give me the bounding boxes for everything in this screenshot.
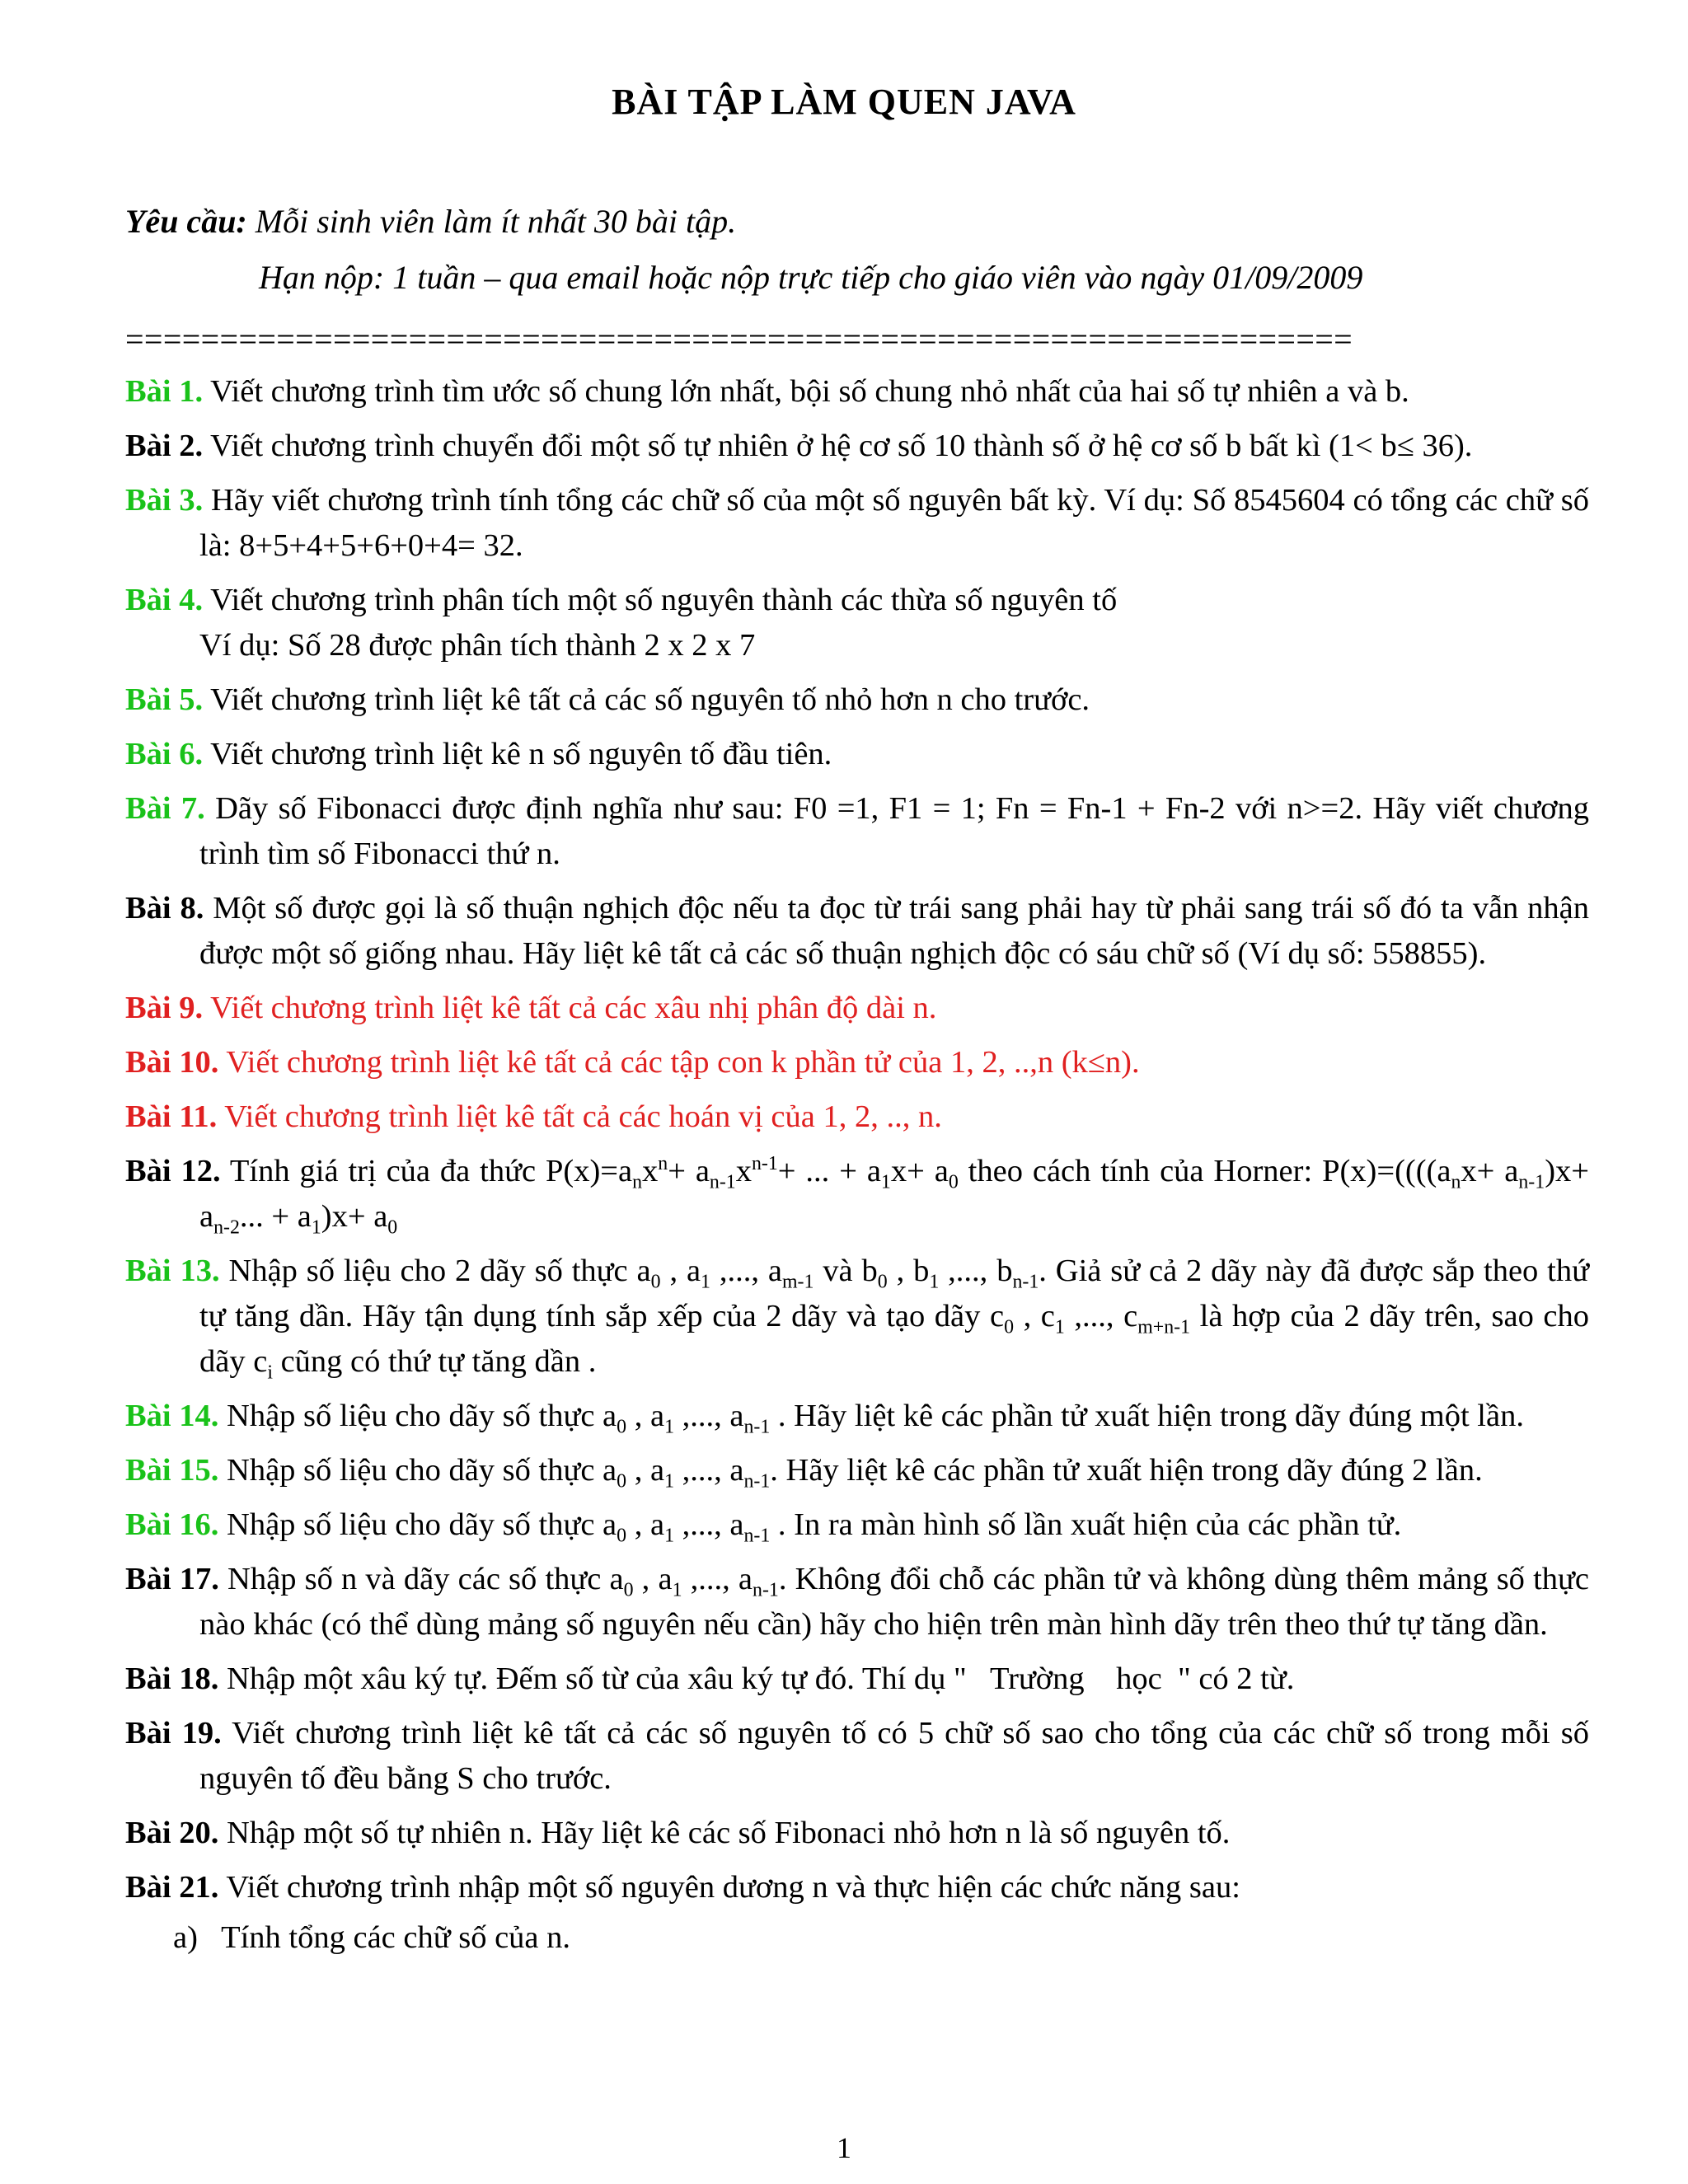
exercise-6: Bài 6. Viết chương trình liệt kê n số nguyên tố đầu tiên. xyxy=(125,737,832,771)
exercise-12: Bài 12. Tính giá trị của đa thức $P(x)=a_nx^n+ a_{n-1}x^{n-1}+$ ... + $a_1x+ a_0$ theo cách tính của Horner: $P(x)=((((a_nx+ a_{n-1})x+ a_{n-2}$... + $a_1)x+ a_0$ xyxy=(125,1153,1589,1239)
exercise-2: Bài 2. Viết chương trình chuyển đổi một số tự nhiên ở hệ cơ số 10 thành số ở hệ cơ số b bất kì (1< b≤ 36). xyxy=(125,429,1473,463)
exercise-21-item-a: a) Tính tổng các chữ số của n. xyxy=(173,1920,571,1955)
exercise-5: Bài 5. Viết chương trình liệt kê tất cả các số nguyên tố nhỏ hơn n cho trước. xyxy=(125,682,1090,717)
exercise-10: Bài 10. Viết chương trình liệt kê tất cả các tập con k phần tử của 1, 2, ..,n (k≤n). xyxy=(125,1045,1140,1080)
requirement-text: Mỗi sinh viên làm ít nhất 30 bài tập. xyxy=(246,203,737,240)
exercise-16: Bài 16. Nhập số liệu cho dãy số thực $a_0$ , $a_1$ ,..., $a_{n-1}$ . In ra màn hình số lần xuất hiện của các phần tử. xyxy=(125,1507,1402,1547)
exercise-14: Bài 14. Nhập số liệu cho dãy số thực $a_0$ , $a_1$ ,..., $a_{n-1}$ . Hãy liệt kê các phần tử xuất hiện trong dãy đúng một lần. xyxy=(125,1399,1524,1438)
page-number: 1 xyxy=(837,2131,851,2164)
exercise-7: Bài 7. Dãy số Fibonacci được định nghĩa như sau: F0 =1, F1 = 1; Fn = Fn-1 + Fn-2 với n>=2. Hãy viết chương trình tìm số Fibonacci thứ n. xyxy=(125,791,1589,871)
exercise-4-example: Ví dụ: Số 28 được phân tích thành 2 x 2 x 7 xyxy=(199,628,756,663)
exercise-21: Bài 21. Viết chương trình nhập một số nguyên dương n và thực hiện các chức năng sau: xyxy=(125,1870,1240,1905)
requirement-label: Yêu cầu: xyxy=(125,203,247,240)
exercise-3: Bài 3. Hãy viết chương trình tính tổng các chữ số của một số nguyên bất kỳ. Ví dụ: Số 8545604 có tổng các chữ số là: 8+5+4+5+6+0+4= 32. xyxy=(125,483,1589,563)
exercise-17: Bài 17. Nhập số n và dãy các số thực $a_0$ , $a_1$ ,..., $a_{n-1}$. Không đổi chỗ các phần tử và không dùng thêm mảng số thực nào khác (có thể dùng mảng số nguyên nếu cần) hãy cho hiện trên màn hình dãy trên theo thứ tự tăng dần. xyxy=(125,1562,1589,1642)
exercise-1: Bài 1. Viết chương trình tìm ước số chung lớn nhất, bội số chung nhỏ nhất của hai số tự nhiên a và b. xyxy=(125,374,1409,409)
exercise-4: Bài 4. Viết chương trình phân tích một số nguyên thành các thừa số nguyên tố xyxy=(125,583,1118,617)
page-title: BÀI TẬP LÀM QUEN JAVA xyxy=(612,82,1076,122)
exercise-18: Bài 18. Nhập một xâu ký tự. Đếm số từ của xâu ký tự đó. Thí dụ " Trường học " có 2 từ. xyxy=(125,1661,1295,1696)
requirement-line xyxy=(125,202,736,241)
exercise-11: Bài 11. Viết chương trình liệt kê tất cả các hoán vị của 1, 2, .., n. xyxy=(125,1099,942,1134)
exercise-19: Bài 19. Viết chương trình liệt kê tất cả các số nguyên tố có 5 chữ số sao cho tổng của các chữ số trong mỗi số nguyên tố đều bằng S cho trước. xyxy=(125,1716,1589,1796)
separator-line: ================================================================= xyxy=(125,321,1353,358)
exercise-8: Bài 8. Một số được gọi là số thuận nghịch độc nếu ta đọc từ trái sang phải hay từ phải sang trái số đó ta vẫn nhận được một số giống nhau. Hãy liệt kê tất cả các số thuận nghịch độc có sáu chữ số (Ví dụ số: 558855). xyxy=(125,891,1589,971)
exercise-20: Bài 20. Nhập một số tự nhiên n. Hãy liệt kê các số Fibonaci nhỏ hơn n là số nguyên tố. xyxy=(125,1816,1231,1850)
exercise-9: Bài 9. Viết chương trình liệt kê tất cả các xâu nhị phân độ dài n. xyxy=(125,991,937,1025)
exercise-15: Bài 15. Nhập số liệu cho dãy số thực $a_0$ , $a_1$ ,..., $a_{n-1}$. Hãy liệt kê các phần tử xuất hiện trong dãy đúng 2 lần. xyxy=(125,1453,1483,1493)
deadline-line: Hạn nộp: 1 tuần – qua email hoặc nộp trực tiếp cho giáo viên vào ngày 01/09/2009 xyxy=(259,259,1363,296)
exercise-13: Bài 13. Nhập số liệu cho 2 dãy số thực $a_0$ , $a_1$ ,..., $a_{m-1}$ và $b_0$ , $b_1$ ,..., $b_{n-1}$. Giả sử cả 2 dãy này đã được sắp theo thứ tự tăng dần. Hãy tận dụng tính sắp xếp của 2 dãy và tạo dãy $c_0$ , $c_1$ ,..., $c_{m+n-1}$ là hợp của 2 dãy trên, sao cho dãy $c_i$ cũng có thứ tự tăng dần . xyxy=(125,1254,1590,1384)
exercise-list xyxy=(125,369,1589,1961)
